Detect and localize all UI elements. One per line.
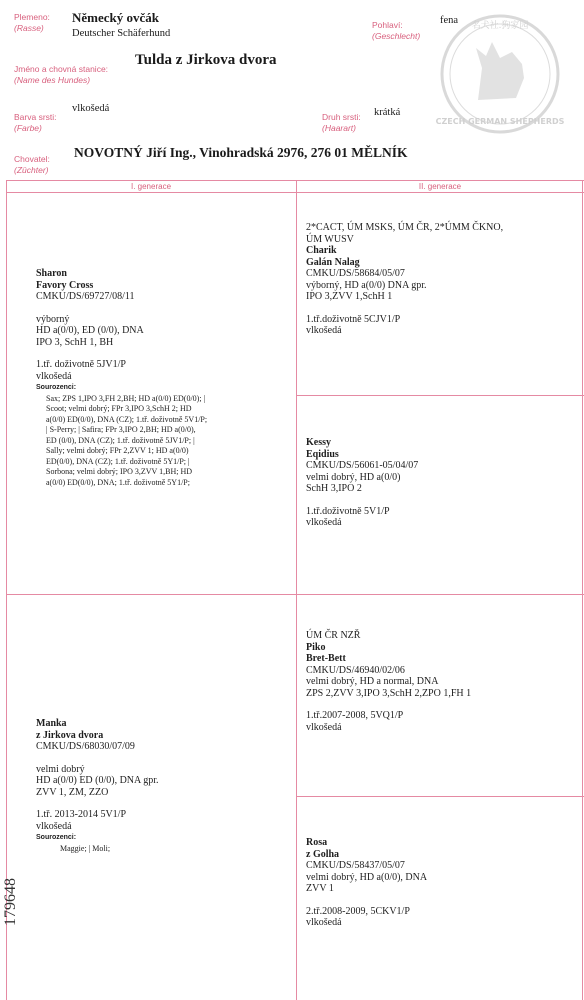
sibling-line: Sorbona; velmi dobrý; IPO 3,ZVV 1,BH; HD — [46, 467, 193, 476]
seal-bottom-text: CZECH GERMAN SHEPHERDS — [435, 117, 565, 126]
sire-health: HD a(0/0), ED (0/0), DNA — [36, 325, 144, 336]
coat-value: krátká — [374, 107, 401, 118]
sire-sire-titles: 2*CACT, ÚM MSKS, ÚM ČR, 2*ÚMM ČKNO, — [306, 222, 504, 233]
breed-de: Deutscher Schäferhund — [72, 28, 171, 39]
dam-dam-cell — [306, 837, 578, 929]
dam-sire-name: Piko — [306, 641, 326, 653]
dam-dam-kennel: z Golha — [306, 848, 340, 860]
sibling-line: | S-Perry; | Safira; FPr 3,IPO 2,BH; HD a(0/0), — [46, 425, 196, 434]
sire-dam-reg: CMKU/DS/56061-05/04/07 — [306, 460, 419, 471]
dam-sire-titles: ÚM ČR NZŘ — [306, 630, 361, 641]
sex-label: Pohlaví: (Geschlecht) — [372, 20, 421, 41]
sire-cell — [36, 268, 292, 488]
sibling-line: ED(0/0), DNA (CZ); 1.tř. doživotně 5Y1/P; | — [46, 456, 190, 466]
color-value: vlkošedá — [72, 103, 110, 114]
name-label: Jméno a chovná stanice: (Name des Hundes) — [14, 64, 109, 85]
dam-dam-reg: CMKU/DS/58437/05/07 — [306, 860, 405, 871]
gen1-header: I. generace — [130, 182, 172, 191]
dam-sire-color: vlkošedá — [306, 721, 342, 733]
sire-sire-color: vlkošedá — [306, 325, 342, 336]
breed-cz: Německý ovčák — [72, 10, 160, 25]
sire-dam-breeding: 1.tř.doživotně 5V1/P — [306, 505, 390, 517]
sire-sire-cell — [306, 222, 578, 337]
sire-breeding: 1.tř. doživotně 5JV1/P — [36, 359, 126, 370]
dam-sire-cell — [306, 630, 578, 733]
dam-sire-line2: ZPS 2,ZVV 3,IPO 3,SchH 2,ZPO 1,FH 1 — [306, 687, 472, 699]
dam-dam-breeding: 2.tř.2008-2009, 5CKV1/P — [306, 905, 410, 917]
grid-gen2-divider-b — [296, 796, 584, 797]
coat-label: Druh srsti: (Haarart) — [322, 112, 361, 133]
dam-reg: CMKU/DS/68030/07/09 — [36, 741, 135, 752]
sire-sire-titles-2: ÚM WUSV — [306, 233, 354, 245]
sibling-line: Maggie; | Moli; — [60, 843, 111, 853]
dam-dam-line1: velmi dobrý, HD a(0/0), DNA — [306, 871, 428, 883]
grid-gen1-divider — [6, 594, 584, 595]
sire-reg: CMKU/DS/69727/08/11 — [36, 291, 135, 302]
sire-exhibit: výborný — [36, 313, 70, 325]
sire-siblings-label: Sourozenci: — [36, 384, 77, 391]
sire-dam-cell — [306, 437, 578, 529]
gen2-header: II. generace — [418, 182, 462, 191]
grid-gen2-divider-a — [296, 395, 584, 396]
sire-work: IPO 3, SchH 1, BH — [36, 336, 114, 348]
dam-siblings-label: Sourozenci: — [36, 834, 77, 841]
dam-color: vlkošedá — [36, 820, 72, 832]
grid-header-bottom — [6, 192, 584, 193]
breed-label: Plemeno: (Rasse) — [14, 12, 50, 33]
dog-name: Tulda z Jirkova dvora — [135, 52, 277, 68]
dam-dam-name: Rosa — [306, 837, 328, 848]
breeder-value: NOVOTNÝ Jiří Ing., Vinohradská 2976, 276 01 MĚLNÍK — [74, 145, 408, 160]
grid-mid — [296, 180, 297, 1000]
sire-dam-line2: SchH 3,IPO 2 — [306, 483, 362, 494]
sire-dam-name: Kessy — [306, 437, 331, 448]
sire-name: Sharon — [36, 268, 67, 279]
sire-sire-line2: IPO 3,ZVV 1,SchH 1 — [306, 291, 393, 302]
sire-color: vlkošedá — [36, 370, 72, 382]
sibling-line: a(0/0) ED(0/0), DNA (CZ); 1.tř. doživotně 5V1/P; — [46, 414, 208, 424]
dam-work: ZVV 1, ZM, ZZO — [36, 786, 109, 798]
dam-health: HD a(0/0) ED (0/0), DNA gpr. — [36, 775, 159, 786]
sire-sire-reg: CMKU/DS/58684/05/07 — [306, 268, 405, 279]
sire-sire-breeding: 1.tř.doživotně 5CJV1/P — [306, 313, 401, 325]
kennel-seal — [420, 8, 578, 138]
dam-dam-color: vlkošedá — [306, 917, 342, 928]
color-label: Barva srsti: (Farbe) — [14, 112, 57, 133]
document-number: 179648 — [2, 878, 19, 926]
sire-kennel: Favory Cross — [36, 279, 94, 291]
sire-dam-line1: velmi dobrý, HD a(0/0) — [306, 471, 401, 483]
grid-right — [582, 180, 583, 1000]
sire-sire-name: Charik — [306, 245, 337, 256]
dam-cell — [36, 718, 292, 854]
dam-breeding: 1.tř. 2013-2014 5V1/P — [36, 809, 126, 820]
sibling-line: Scoot; velmi dobrý; FPr 3,IPO 3,SchH 2; HD — [46, 404, 192, 413]
sibling-line: Sally; velmi dobrý; FPr 2,ZVV 1; HD a(0/0) — [46, 446, 189, 455]
sibling-line: Sax; ZPS 1,IPO 3,FH 2,BH; HD a(0/0) ED(0/0); | — [46, 393, 206, 403]
dam-sire-reg: CMKU/DS/46940/02/06 — [306, 664, 405, 676]
sire-siblings — [36, 394, 292, 489]
sibling-line: ED (0/0), DNA (CZ); 1.tř. doživotně 5JV1/P; | — [46, 435, 195, 445]
dam-name: Manka — [36, 718, 67, 729]
seal-top-text: 名犬社.狗家园 — [471, 21, 529, 31]
dam-kennel: z Jirkova dvora — [36, 729, 104, 741]
dam-siblings — [36, 844, 292, 855]
sire-sire-kennel: Galán Nalag — [306, 256, 360, 268]
dam-sire-breeding: 1.tř.2007-2008, 5VQ1/P — [306, 710, 404, 721]
sire-dam-color: vlkošedá — [306, 517, 342, 528]
dam-exhibit: velmi dobrý — [36, 763, 85, 775]
sire-dam-kennel: Eqidius — [306, 448, 339, 460]
sire-sire-line1: výborný, HD a(0/0) DNA gpr. — [306, 279, 427, 291]
sibling-line: a(0/0) ED(0/0), DNA; 1.tř. doživotně 5Y1/P; — [46, 477, 190, 487]
dam-sire-line1: velmi dobrý, HD a normal, DNA — [306, 676, 439, 687]
dam-dam-line2: ZVV 1 — [306, 883, 334, 894]
breeder-label: Chovatel: (Züchter) — [14, 154, 50, 175]
sex-value: fena — [440, 15, 459, 26]
dam-sire-kennel: Bret-Bett — [306, 653, 346, 664]
